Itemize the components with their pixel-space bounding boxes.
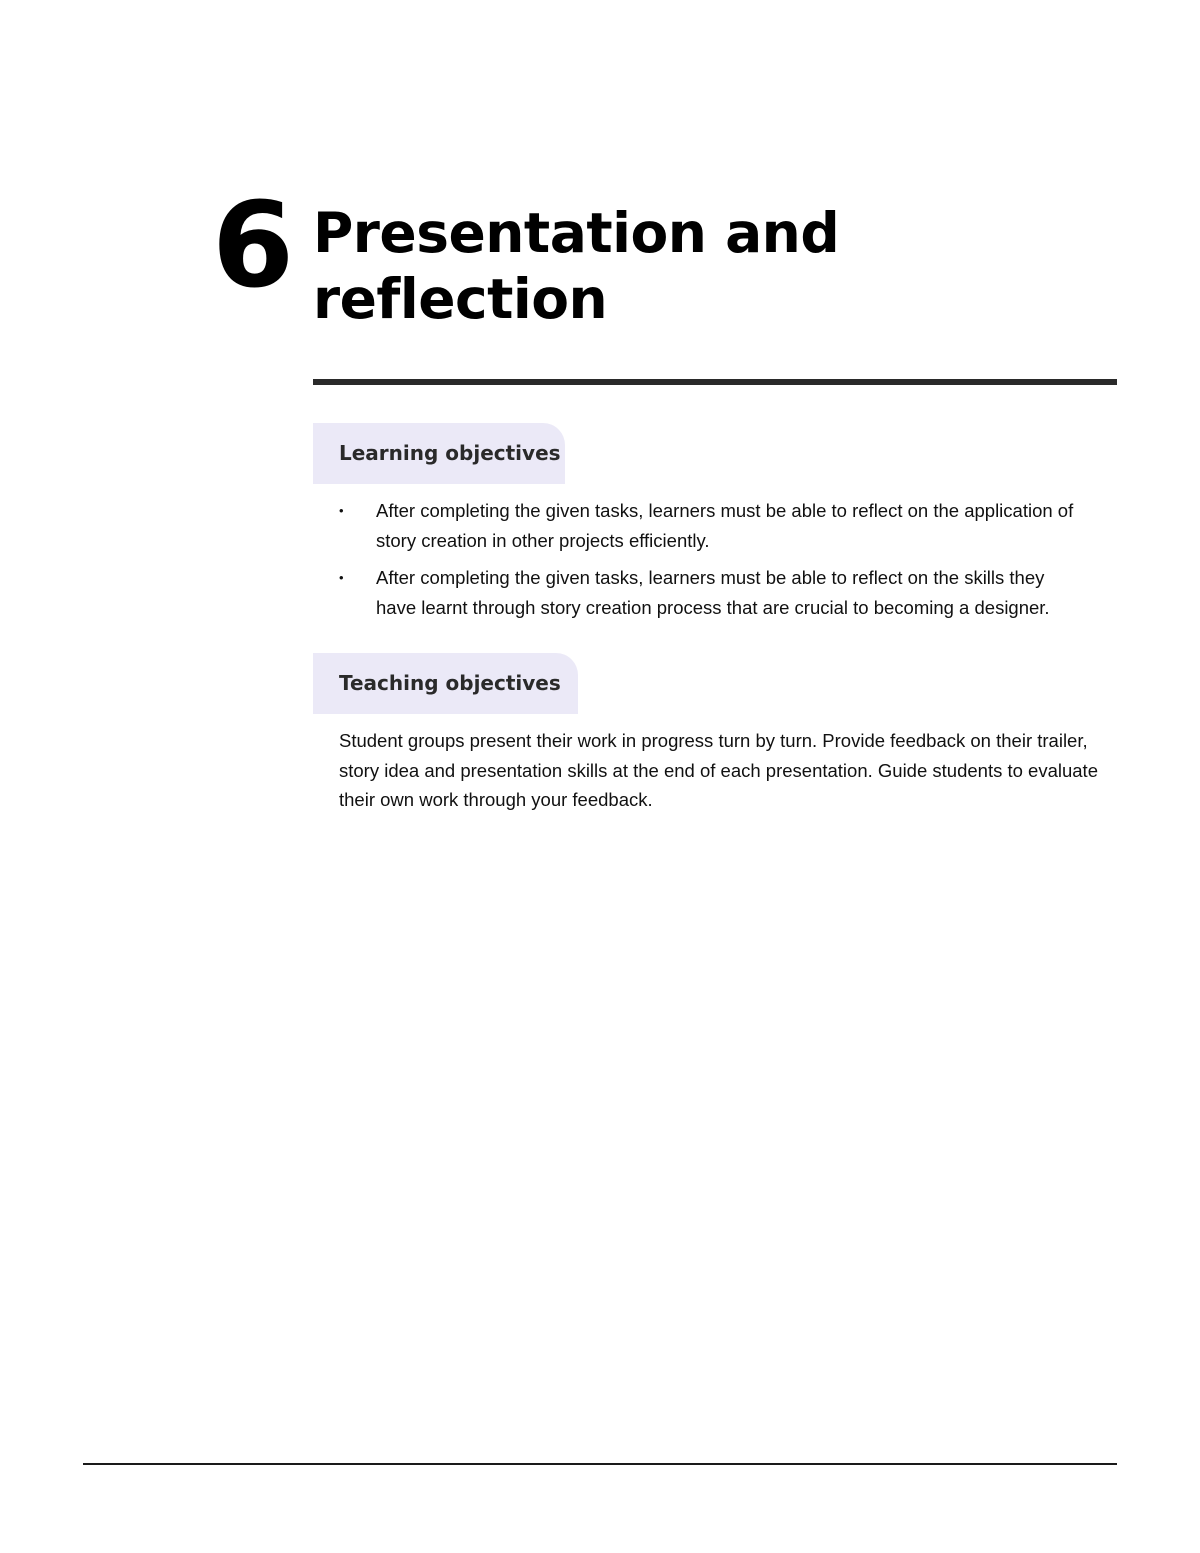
footer-divider [83,1463,1117,1465]
teaching-objectives-heading: Teaching objectives [313,653,578,714]
learning-objective-text: After completing the given tasks, learners must be able to reflect on the application of story creation in other projects efficiently. [376,500,1074,551]
teaching-objectives-text: Student groups present their work in progress turn by turn. Provide feedback on their trailer, story idea and presentation skills at the end of each presentation. Guide students to evaluate their own work through your feedback. [339,730,1098,810]
bullet-icon: • [339,503,344,518]
learning-objectives-list [339,496,1079,630]
chapter-title-line-2: reflection [313,267,608,331]
learning-objective-item [339,563,1079,623]
learning-objective-text: After completing the given tasks, learners must be able to reflect on the skills they have learnt through story creation process that are crucial to becoming a designer. [376,567,1050,618]
chapter-number: 6 [212,176,293,314]
chapter-title-line-1: Presentation and [313,201,840,265]
bullet-icon: • [339,570,344,585]
learning-objective-item [339,496,1079,556]
chapter-title [313,200,1013,332]
learning-objectives-heading: Learning objectives [313,423,565,484]
title-divider [313,379,1117,385]
